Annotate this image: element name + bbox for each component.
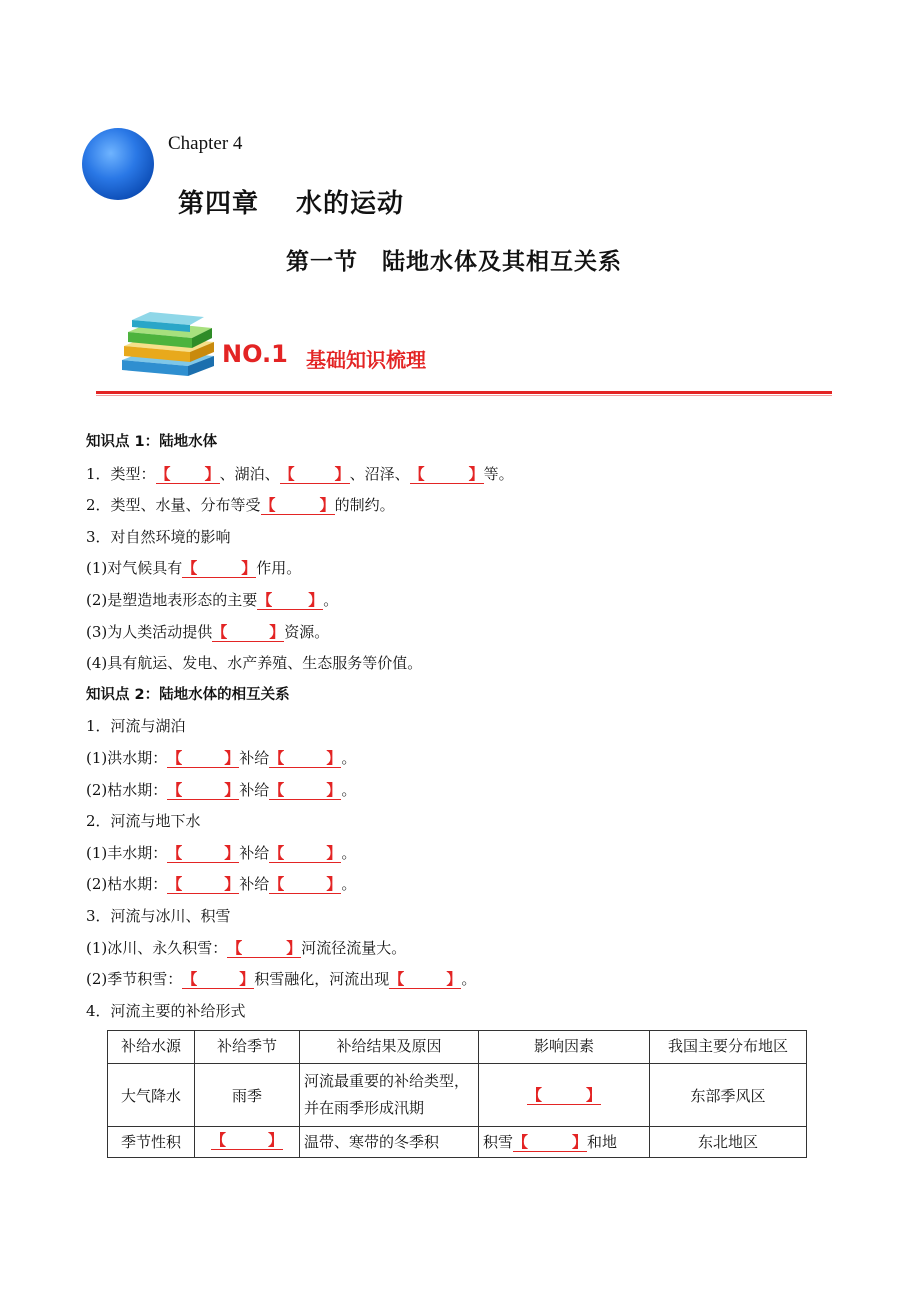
- left-bracket: 【: [227, 938, 243, 957]
- table-cell: 温带、寒带的冬季积: [300, 1127, 479, 1158]
- table-cell: [195, 1127, 300, 1158]
- text: 。: [341, 748, 357, 767]
- left-bracket: 【: [167, 748, 183, 767]
- kp2-line-dry-2: [86, 869, 846, 901]
- text: 补给: [239, 875, 270, 894]
- text: (2)枯水期：: [86, 780, 168, 799]
- table-header: 补给季节: [195, 1031, 300, 1064]
- text: 1．类型：: [86, 464, 156, 483]
- left-bracket: 【: [513, 1133, 529, 1151]
- kp1-line-5: [86, 585, 846, 617]
- chapter-title: 第四章 水的运动: [178, 189, 405, 219]
- left-bracket: 【: [269, 748, 285, 767]
- books-icon: [118, 310, 218, 380]
- answer-blank[interactable]: [280, 465, 350, 484]
- text: (1)冰川、永久积雪：: [86, 938, 228, 957]
- kp2-sub-2: 2．河流与地下水: [86, 812, 201, 831]
- text: 积雪: [483, 1133, 514, 1151]
- right-bracket: 】: [269, 622, 285, 641]
- text: 2．类型、水量、分布等受: [86, 496, 261, 515]
- text: 、湖泊、: [219, 464, 280, 483]
- section-number: NO.1: [222, 340, 288, 368]
- kp1-line-2: [86, 490, 846, 522]
- answer-blank[interactable]: [269, 781, 341, 800]
- table-cell: [479, 1127, 650, 1158]
- text: 。: [461, 970, 477, 989]
- chapter-globe-icon: [82, 128, 154, 200]
- left-bracket: 【: [526, 1085, 542, 1104]
- text: 和地: [587, 1133, 618, 1151]
- kp2-sub-4: 4．河流主要的补给形式: [86, 1001, 246, 1020]
- text: (1)对气候具有: [86, 559, 183, 578]
- text: (2)是塑造地表形态的主要: [86, 590, 258, 609]
- table-cell: 东北地区: [650, 1127, 807, 1158]
- section-title: 第一节 陆地水体及其相互关系: [286, 249, 622, 275]
- left-bracket: 【: [167, 843, 183, 862]
- kp2-heading: 知识点 2：陆地水体的相互关系: [86, 686, 290, 703]
- left-bracket: 【: [260, 496, 276, 515]
- table-header: 补给水源: [108, 1031, 195, 1064]
- right-bracket: 】: [326, 780, 342, 799]
- answer-blank[interactable]: [389, 970, 461, 989]
- left-bracket: 【: [182, 559, 198, 578]
- supply-table: [107, 1030, 807, 1158]
- left-bracket: 【: [269, 843, 285, 862]
- kp1-line-7: (4)具有航运、发电、水产养殖、生态服务等价值。: [86, 654, 423, 673]
- answer-blank[interactable]: [227, 939, 301, 958]
- divider: [96, 391, 832, 394]
- kp1-line-6: [86, 617, 846, 649]
- answer-blank[interactable]: [167, 844, 239, 863]
- left-bracket: 【: [279, 464, 295, 483]
- kp2-line-snow: [86, 964, 846, 996]
- answer-blank[interactable]: [527, 1086, 601, 1105]
- right-bracket: 】: [224, 780, 240, 799]
- table-cell: 季节性积: [108, 1127, 195, 1158]
- text: 补给: [239, 843, 270, 862]
- kp2-line-glacier: [86, 933, 846, 965]
- banner-title: 基础知识梳理: [306, 348, 426, 372]
- answer-blank[interactable]: [167, 875, 239, 894]
- right-bracket: 】: [446, 970, 462, 989]
- answer-blank[interactable]: [211, 1131, 283, 1150]
- text: 的制约。: [334, 496, 395, 515]
- kp1-line-4: [86, 553, 846, 585]
- text: 补给: [239, 748, 270, 767]
- kp2-line-flood: [86, 743, 846, 775]
- kp1-line-1: [86, 459, 846, 491]
- answer-blank[interactable]: [182, 559, 256, 578]
- left-bracket: 【: [257, 590, 273, 609]
- text: 资源。: [284, 622, 330, 641]
- table-row: [108, 1064, 807, 1127]
- kp2-sub-1: 1．河流与湖泊: [86, 717, 186, 736]
- text: 。: [341, 875, 357, 894]
- answer-blank[interactable]: [269, 844, 341, 863]
- right-bracket: 】: [334, 464, 350, 483]
- answer-blank[interactable]: [212, 623, 284, 642]
- table-cell: 大气降水: [108, 1064, 195, 1127]
- table-cell: [479, 1064, 650, 1127]
- right-bracket: 】: [268, 1131, 284, 1149]
- text: 河流径流量大。: [301, 938, 407, 957]
- text: (1)丰水期：: [86, 843, 168, 862]
- right-bracket: 】: [204, 464, 220, 483]
- text: 作用。: [256, 559, 302, 578]
- text: 。: [341, 843, 357, 862]
- left-bracket: 【: [389, 970, 405, 989]
- right-bracket: 】: [308, 590, 324, 609]
- right-bracket: 】: [572, 1133, 588, 1151]
- answer-blank[interactable]: [257, 591, 323, 610]
- answer-blank[interactable]: [410, 465, 484, 484]
- text: 、沼泽、: [349, 464, 410, 483]
- left-bracket: 【: [409, 464, 425, 483]
- right-bracket: 】: [319, 496, 335, 515]
- right-bracket: 】: [224, 748, 240, 767]
- answer-blank[interactable]: [167, 781, 239, 800]
- kp1-line-3: 3．对自然环境的影响: [86, 527, 231, 546]
- divider-shadow: [96, 395, 832, 396]
- kp2-line-dry: [86, 775, 846, 807]
- left-bracket: 【: [167, 875, 183, 894]
- chapter-label: Chapter 4: [168, 133, 243, 154]
- answer-blank[interactable]: [156, 465, 220, 484]
- answer-blank[interactable]: [269, 875, 341, 894]
- text: 。: [323, 590, 339, 609]
- left-bracket: 【: [212, 622, 228, 641]
- answer-blank[interactable]: [269, 749, 341, 768]
- table-cell: 雨季: [195, 1064, 300, 1127]
- table-header: 影响因素: [479, 1031, 650, 1064]
- right-bracket: 】: [326, 843, 342, 862]
- table-header-row: [108, 1031, 807, 1064]
- right-bracket: 】: [326, 748, 342, 767]
- right-bracket: 】: [224, 875, 240, 894]
- left-bracket: 【: [210, 1131, 226, 1149]
- table-cell: [300, 1064, 479, 1127]
- text: (2)季节积雪：: [86, 970, 183, 989]
- right-bracket: 】: [586, 1085, 602, 1104]
- text: (2)枯水期：: [86, 875, 168, 894]
- right-bracket: 】: [241, 559, 257, 578]
- right-bracket: 】: [326, 875, 342, 894]
- right-bracket: 】: [239, 970, 255, 989]
- table-row: [108, 1127, 807, 1158]
- text: 补给: [239, 780, 270, 799]
- text: (3)为人类活动提供: [86, 622, 213, 641]
- kp2-line-wet: [86, 838, 846, 870]
- table-cell: 东部季风区: [650, 1064, 807, 1127]
- table-header: 补给结果及原因: [300, 1031, 479, 1064]
- text: (1)洪水期：: [86, 748, 168, 767]
- knowledge-content: [86, 427, 846, 1027]
- right-bracket: 】: [286, 938, 302, 957]
- left-bracket: 【: [155, 464, 171, 483]
- right-bracket: 】: [224, 843, 240, 862]
- kp2-sub-3: 3．河流与冰川、积雪: [86, 906, 231, 925]
- answer-blank[interactable]: [261, 496, 335, 515]
- text: 积雪融化，河流出现: [254, 970, 390, 989]
- right-bracket: 】: [468, 464, 484, 483]
- answer-blank[interactable]: [182, 970, 254, 989]
- text: 等。: [483, 464, 514, 483]
- left-bracket: 【: [182, 970, 198, 989]
- left-bracket: 【: [167, 780, 183, 799]
- cell-text: 河流最重要的补给类型，并在雨季形成汛期: [304, 1072, 470, 1117]
- left-bracket: 【: [269, 875, 285, 894]
- table-header: 我国主要分布地区: [650, 1031, 807, 1064]
- answer-blank[interactable]: [513, 1133, 587, 1152]
- left-bracket: 【: [269, 780, 285, 799]
- answer-blank[interactable]: [167, 749, 239, 768]
- kp1-heading: 知识点 1：陆地水体: [86, 434, 218, 450]
- text: 。: [341, 780, 357, 799]
